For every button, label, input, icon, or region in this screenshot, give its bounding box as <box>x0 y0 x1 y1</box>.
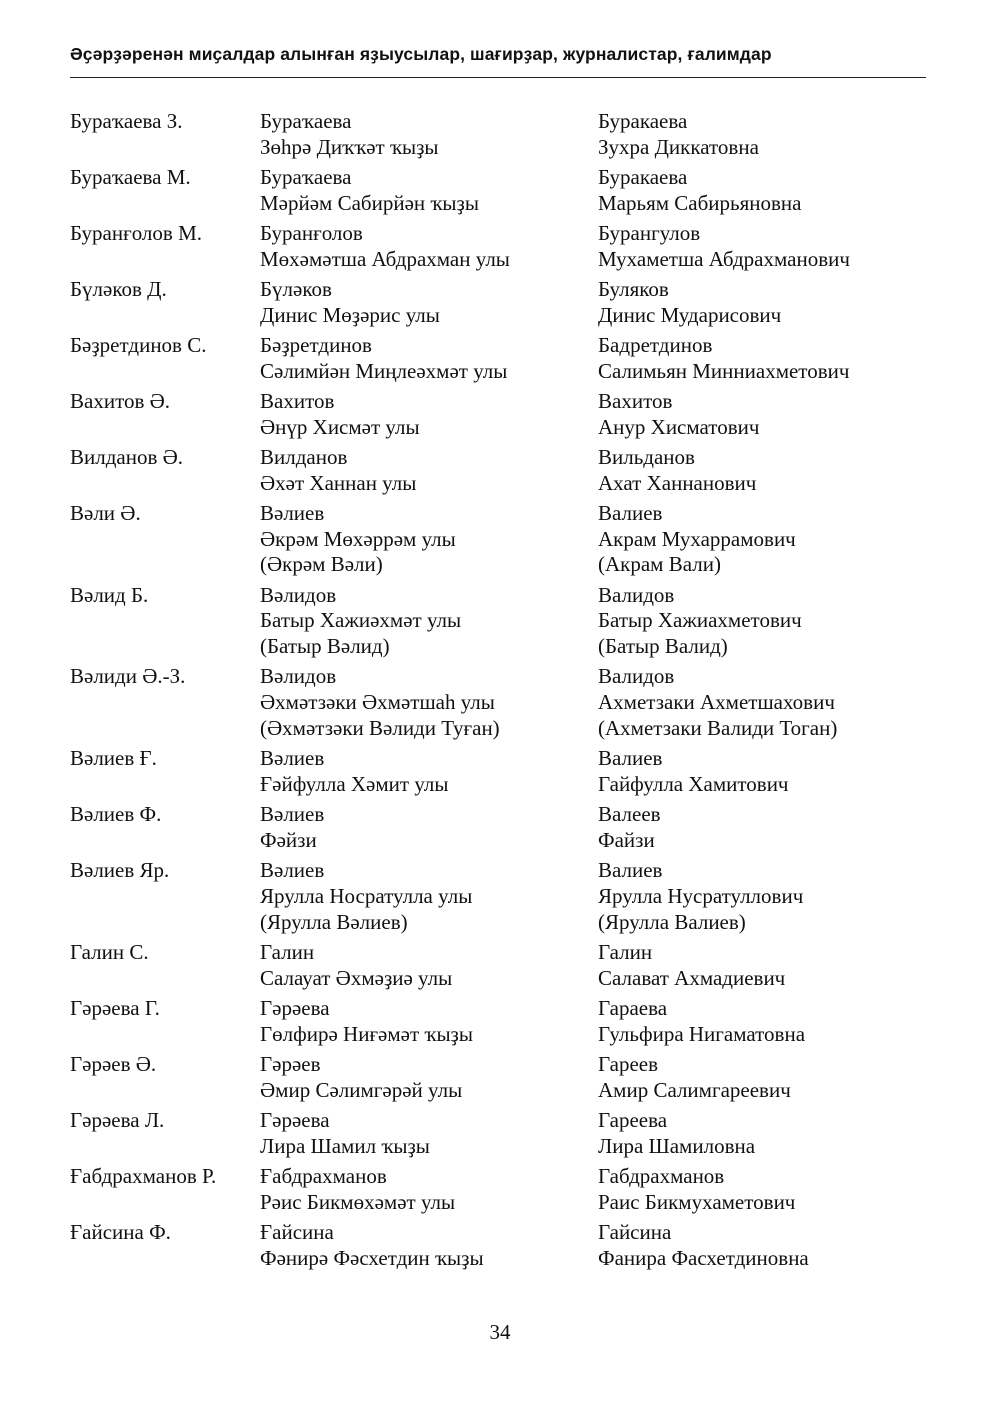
bashkir-name-line: Галин <box>260 939 315 964</box>
short-name: Гәрәева Г. <box>70 995 160 1020</box>
russian-full-name <box>598 1052 958 1104</box>
bashkir-name-line: Әнүр Хисмәт улы <box>260 414 420 439</box>
bashkir-full-name <box>260 664 590 741</box>
bashkir-full-name <box>260 445 590 497</box>
russian-name-line: Бурангулов <box>598 220 701 245</box>
russian-name-line: Гареев <box>598 1051 658 1076</box>
bashkir-name-line: Батыр Хажиәхмәт улы <box>260 608 462 633</box>
page-header: Әҫәрҙәренән миҫалдар алынған яҙыусылар, шағирҙар, журналистар, ғалимдар <box>70 44 772 64</box>
russian-name-line: Амир Салимгареевич <box>598 1077 791 1102</box>
russian-name-line: Зухра Диккатовна <box>598 134 759 159</box>
short-name: Вилданов Ә. <box>70 444 184 469</box>
short-name: Вәлиди Ә.-З. <box>70 664 186 689</box>
bashkir-name-line: Вәлидов <box>260 582 337 607</box>
russian-full-name <box>598 333 958 385</box>
russian-name-line: Галин <box>598 939 653 964</box>
russian-name-line: Буракаева <box>598 109 688 133</box>
bashkir-name-line: Бураҡаева <box>260 164 352 189</box>
russian-name-line: Гараева <box>598 995 668 1020</box>
bashkir-full-name <box>260 501 590 578</box>
short-name: Бүләков Д. <box>70 276 167 301</box>
short-name: Вәлиев Ф. <box>70 802 162 827</box>
bashkir-name-line: Гәрәева <box>260 1107 330 1132</box>
list-item <box>70 221 950 273</box>
short-name: Буранғолов М. <box>70 220 202 245</box>
russian-name-line: Акрам Мухаррамович <box>598 526 796 551</box>
bashkir-full-name <box>260 1052 590 1104</box>
russian-full-name <box>598 221 958 273</box>
russian-name-line: (Ярулла Валиев) <box>598 909 746 934</box>
list-item <box>70 445 950 497</box>
bashkir-full-name <box>260 389 590 441</box>
list-item <box>70 746 950 798</box>
russian-name-line: Валиев <box>598 858 663 883</box>
bashkir-name-line: Гөлфирә Ниғәмәт ҡыҙы <box>260 1021 473 1046</box>
russian-name-line: Буляков <box>598 276 669 301</box>
russian-name-line: Гареева <box>598 1107 668 1132</box>
bashkir-name-line: Вәлидов <box>260 664 337 689</box>
russian-full-name <box>598 1220 958 1272</box>
russian-name-line: (Акрам Вали) <box>598 552 721 577</box>
russian-full-name <box>598 802 958 854</box>
bashkir-name-line: (Әкрәм Вәли) <box>260 552 383 577</box>
russian-name-line: Валидов <box>598 664 675 689</box>
russian-full-name <box>598 996 958 1048</box>
bashkir-name-line: (Батыр Вәлид) <box>260 634 390 659</box>
bashkir-full-name <box>260 996 590 1048</box>
bashkir-name-line: Ғайсина <box>260 1219 334 1244</box>
bashkir-name-line: Ярулла Носратулла улы <box>260 884 473 908</box>
bashkir-name-line: Фәйзи <box>260 828 317 853</box>
russian-name-line: Валеев <box>598 802 661 827</box>
list-item <box>70 802 950 854</box>
russian-full-name <box>598 109 958 161</box>
bashkir-name-line: Фәнирә Фәсхетдин ҡыҙы <box>260 1245 484 1270</box>
russian-name-line: Гайфулла Хамитович <box>598 772 789 797</box>
russian-full-name <box>598 277 958 329</box>
russian-name-line: (Батыр Валид) <box>598 634 728 659</box>
russian-full-name <box>598 1108 958 1160</box>
russian-name-line: Валидов <box>598 582 675 607</box>
list-item <box>70 1052 950 1104</box>
russian-name-line: Ахат Ханнанович <box>598 470 757 495</box>
russian-name-line: Салават Ахмадиевич <box>598 965 786 990</box>
bashkir-name-line: Рәис Бикмөхәмәт улы <box>260 1189 456 1214</box>
russian-name-line: Марьям Сабирьяновна <box>598 190 802 215</box>
bashkir-name-line: Вахитов <box>260 388 335 413</box>
russian-full-name <box>598 389 958 441</box>
list-item <box>70 664 950 741</box>
russian-name-line: Буракаева <box>598 164 688 189</box>
bashkir-name-line: Бураҡаева <box>260 109 352 133</box>
bashkir-name-line: Зөһрә Диҡҡәт ҡыҙы <box>260 134 439 159</box>
short-name: Вәлиев Яр. <box>70 858 170 883</box>
russian-name-line: Лира Шамиловна <box>598 1133 756 1158</box>
russian-full-name <box>598 165 958 217</box>
bashkir-name-line: Гәрәев <box>260 1051 321 1076</box>
russian-name-line: Гайсина <box>598 1219 672 1244</box>
bashkir-full-name <box>260 333 590 385</box>
list-item <box>70 1108 950 1160</box>
bashkir-name-line: Бүләков <box>260 276 332 301</box>
bashkir-name-line: Лира Шамил ҡыҙы <box>260 1133 430 1158</box>
bashkir-name-line: Вәлиев <box>260 500 325 525</box>
russian-name-line: Фанира Фасхетдиновна <box>598 1245 809 1270</box>
short-name: Галин С. <box>70 939 149 964</box>
bashkir-name-line: (Ярулла Вәлиев) <box>260 909 408 934</box>
bashkir-name-line: Вилданов <box>260 444 348 469</box>
russian-full-name <box>598 664 958 741</box>
russian-name-line: Файзи <box>598 828 655 853</box>
russian-full-name <box>598 501 958 578</box>
bashkir-full-name <box>260 277 590 329</box>
bashkir-full-name <box>260 746 590 798</box>
bashkir-full-name <box>260 1108 590 1160</box>
bashkir-full-name <box>260 858 590 935</box>
bashkir-name-line: Мәрйәм Сабирйән ҡыҙы <box>260 190 479 215</box>
short-name: Ғайсина Ф. <box>70 1219 171 1244</box>
bashkir-name-line: Буранғолов <box>260 220 363 245</box>
list-item <box>70 858 950 935</box>
russian-name-line: Бадретдинов <box>598 332 713 357</box>
bashkir-full-name <box>260 802 590 854</box>
list-item <box>70 1220 950 1272</box>
bashkir-name-line: Әмир Сәлимгәрәй улы <box>260 1077 463 1102</box>
bashkir-full-name <box>260 221 590 273</box>
bashkir-name-line: Әхәт Ханнан улы <box>260 470 417 495</box>
short-name: Вахитов Ә. <box>70 388 171 413</box>
bashkir-full-name <box>260 1220 590 1272</box>
bashkir-name-line: (Әхмәтзәки Вәлиди Туған) <box>260 716 500 741</box>
bashkir-name-line: Мөхәмәтша Абдрахман улы <box>260 246 510 271</box>
bashkir-name-line: Әхмәтзәки Әхмәтшаһ улы <box>260 690 495 715</box>
bashkir-full-name <box>260 940 590 992</box>
list-item <box>70 501 950 578</box>
bashkir-name-line: Вәлиев <box>260 746 325 771</box>
page-number: 34 <box>489 1320 511 1344</box>
russian-name-line: Вахитов <box>598 388 673 413</box>
header-divider <box>70 77 926 78</box>
list-item <box>70 333 950 385</box>
short-name: Гәрәева Л. <box>70 1107 165 1132</box>
bashkir-full-name <box>260 583 590 660</box>
bashkir-name-line: Гәрәева <box>260 995 330 1020</box>
russian-name-line: Раис Бикмухаметович <box>598 1189 796 1214</box>
bashkir-name-line: Вәлиев <box>260 858 325 883</box>
bashkir-name-line: Әкрәм Мөхәррәм улы <box>260 526 456 551</box>
bashkir-name-line: Динис Мөҙәрис улы <box>260 302 440 327</box>
russian-name-line: Динис Мударисович <box>598 302 782 327</box>
list-item <box>70 277 950 329</box>
russian-full-name <box>598 1164 958 1216</box>
russian-name-line: Мухаметша Абдрахманович <box>598 246 850 271</box>
bashkir-full-name <box>260 109 590 161</box>
russian-name-line: Вильданов <box>598 444 695 469</box>
short-name: Ғабдрахманов Р. <box>70 1163 217 1188</box>
short-name: Гәрәев Ә. <box>70 1051 157 1076</box>
bashkir-full-name <box>260 1164 590 1216</box>
russian-full-name <box>598 940 958 992</box>
bashkir-name-line: Вәлиев <box>260 802 325 827</box>
russian-name-line: Валиев <box>598 746 663 771</box>
short-name: Бәҙретдинов С. <box>70 332 207 357</box>
bashkir-name-line: Ғабдрахманов <box>260 1163 387 1188</box>
russian-name-line: Гульфира Нигаматовна <box>598 1021 806 1046</box>
bashkir-full-name <box>260 165 590 217</box>
russian-full-name <box>598 858 958 935</box>
bashkir-name-line: Сәлимйән Миңлеәхмәт улы <box>260 358 508 383</box>
russian-name-line: Салимьян Минниахметович <box>598 358 850 383</box>
short-name: Бураҡаева М. <box>70 164 191 189</box>
list-item <box>70 996 950 1048</box>
entries-list <box>70 109 950 1276</box>
bashkir-name-line: Ғәйфулла Хәмит улы <box>260 772 449 797</box>
russian-name-line: Габдрахманов <box>598 1163 725 1188</box>
bashkir-name-line: Бәҙретдинов <box>260 332 372 357</box>
list-item <box>70 165 950 217</box>
short-name: Вәлиев Ғ. <box>70 746 157 771</box>
russian-name-line: Ярулла Нусратуллович <box>598 884 804 908</box>
bashkir-name-line: Салауат Әхмәҙиә улы <box>260 965 453 990</box>
russian-full-name <box>598 583 958 660</box>
short-name: Бураҡаева З. <box>70 109 183 133</box>
russian-name-line: Ахметзаки Ахметшахович <box>598 690 835 715</box>
short-name: Вәли Ә. <box>70 500 141 525</box>
list-item <box>70 109 950 161</box>
russian-full-name <box>598 746 958 798</box>
list-item <box>70 940 950 992</box>
russian-full-name <box>598 445 958 497</box>
russian-name-line: Батыр Хажиахметович <box>598 608 802 633</box>
russian-name-line: Валиев <box>598 500 663 525</box>
russian-name-line: Анур Хисматович <box>598 414 760 439</box>
short-name: Вәлид Б. <box>70 582 149 607</box>
russian-name-line: (Ахметзаки Валиди Тоган) <box>598 716 838 741</box>
list-item <box>70 389 950 441</box>
list-item <box>70 1164 950 1216</box>
list-item <box>70 583 950 660</box>
